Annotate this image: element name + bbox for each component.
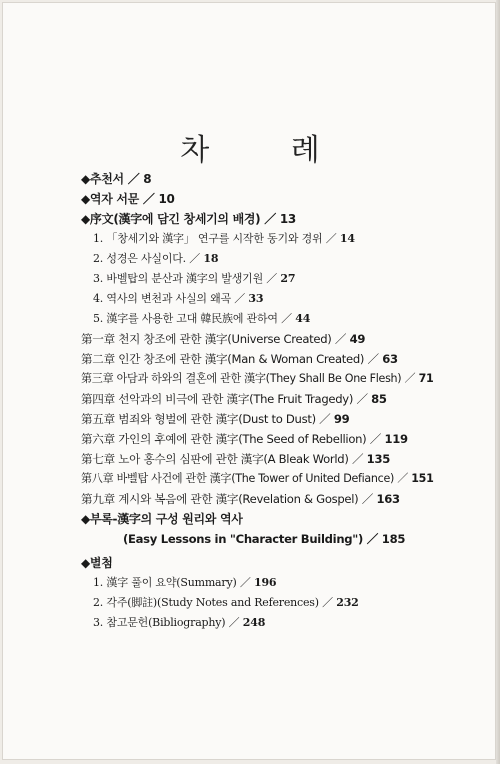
toc-entry[interactable]: 第二章 인간 창조에 관한 漢字(Man & Woman Created) ／ 63 [81,352,398,366]
toc-entry[interactable]: 第一章 천지 창조에 관한 漢字(Universe Created) ／ 49 [81,332,366,346]
book-page [2,2,496,760]
toc-entry[interactable]: 3. 참고문헌(Bibliography) ／ 248 [93,616,266,629]
toc-entry[interactable]: ◆序文(漢字에 담긴 창세기의 배경) ／ 13 [81,212,296,226]
toc-entry[interactable]: ◆추천서 ／ 8 [81,172,152,186]
toc-entry[interactable]: 第六章 가인의 후예에 관한 漢字(The Seed of Rebellion) ／ 119 [81,432,408,446]
toc-entry[interactable]: ◆부록-漢字의 구성 원리와 역사 [81,512,243,526]
page-edge-shadow [496,0,500,764]
toc-entry[interactable]: 3. 바벨탑의 분산과 漢字의 발생기원 ／ 27 [93,272,296,285]
page-title: 차 례 [180,133,356,168]
toc-entry[interactable]: 4. 역사의 변천과 사실의 왜곡 ／ 33 [93,292,264,305]
toc-entry[interactable]: 5. 漢字를 사용한 고대 韓民族에 관하여 ／ 44 [93,312,311,325]
toc-entry[interactable]: 1. 「창세기와 漢字」 연구를 시작한 동기와 경위 ／ 14 [93,232,355,245]
toc-entry[interactable]: 第四章 선악과의 비극에 관한 漢字(The Fruit Tragedy) ／ 85 [81,392,387,406]
toc-entry[interactable]: 2. 성경은 사실이다. ／ 18 [93,252,219,265]
toc-entry[interactable]: (Easy Lessons in "Character Building") ／ 185 [123,532,406,546]
toc-entry[interactable]: 1. 漢字 풀이 요약(Summary) ／ 196 [93,576,277,589]
toc-entry[interactable]: 2. 각주(脚註)(Study Notes and References) ／ 232 [93,596,359,609]
toc-entry[interactable]: 第三章 아담과 하와의 결혼에 관한 漢字(They Shall Be One Flesh) ／ 71 [81,372,434,385]
toc-entry[interactable]: 第八章 바벨탑 사건에 관한 漢字(The Tower of United Defiance) ／ 151 [81,472,434,485]
toc-entry[interactable]: 第五章 범죄와 형벌에 관한 漢字(Dust to Dust) ／ 99 [81,412,350,426]
toc-entry[interactable]: ◆별첨 [81,556,113,570]
toc-entry[interactable]: 第七章 노아 홍수의 심판에 관한 漢字(A Bleak World) ／ 135 [81,452,390,466]
toc-entry[interactable]: 第九章 계시와 복음에 관한 漢字(Revelation & Gospel) ／ 163 [81,492,400,506]
toc-entry[interactable]: ◆역자 서문 ／ 10 [81,192,175,206]
